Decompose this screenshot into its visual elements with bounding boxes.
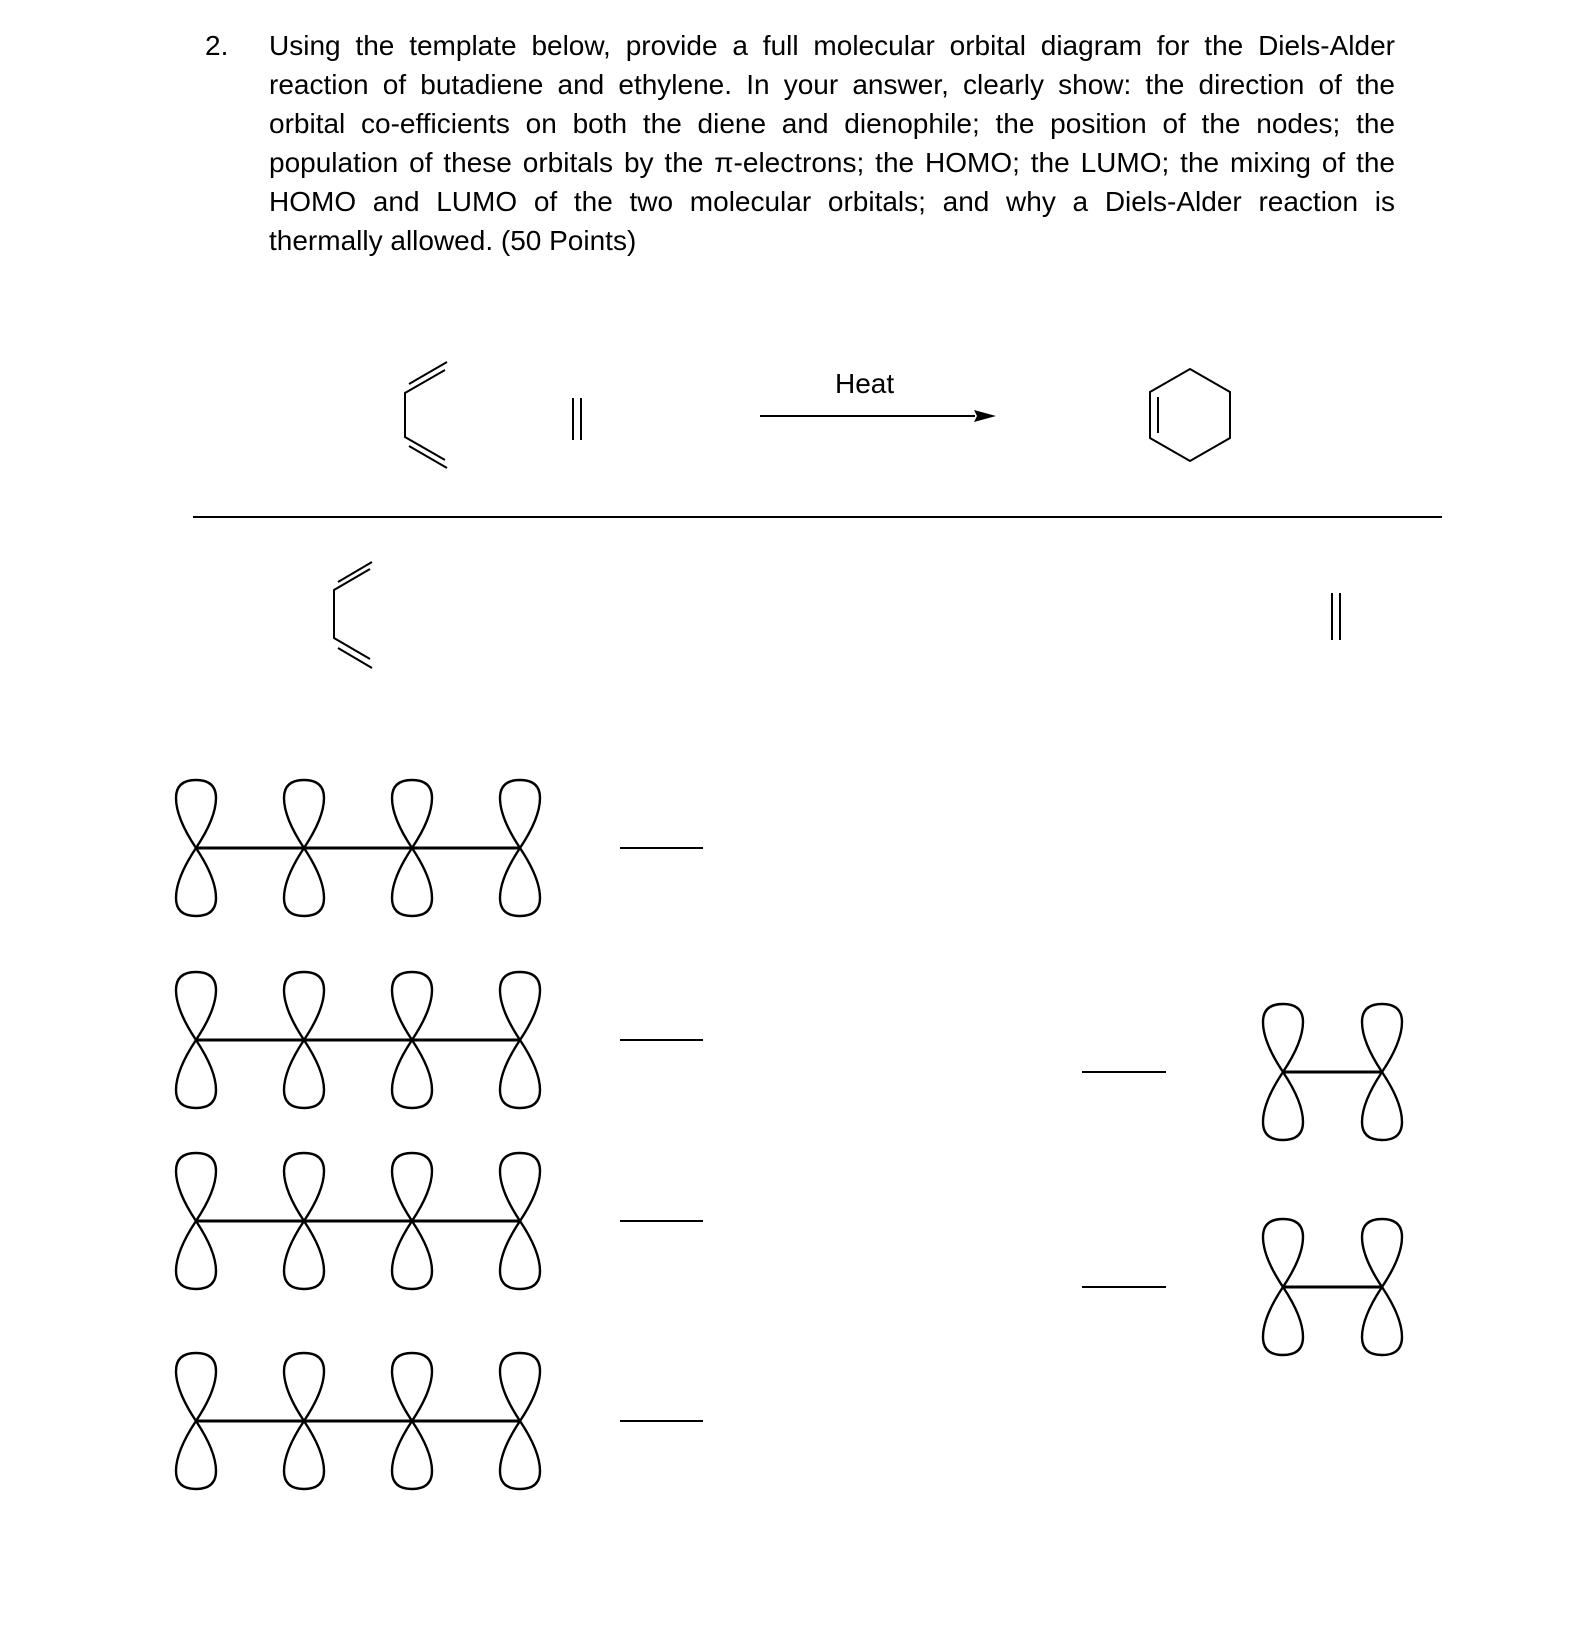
heat-condition-label: Heat (835, 368, 895, 399)
butadiene-structure-header (334, 562, 372, 668)
butadiene-mo-4 (176, 780, 540, 916)
cyclohexene-structure (1150, 369, 1230, 461)
butadiene-mo-1 (176, 1353, 540, 1489)
ethylene-structure-top (573, 398, 581, 440)
ethylene-mo-1 (1263, 1219, 1402, 1355)
reaction-arrow (760, 410, 996, 422)
question-text: Using the template below, provide a full molecular orbital diagram for the Diels-Alder reaction of butadiene and ethylene. In your answer, clearly show: the direction of the orbital co-efficients on both the diene and dienophile; the position of the nodes; the population of these orbitals by the π-electrons; the HOMO; the LUMO; the mixing of the HOMO and LUMO of the two molecular orbitals; and why a Diels-Alder reaction is thermally allowed. (50 Points) (269, 30, 1395, 256)
butadiene-mo-3 (176, 972, 540, 1108)
ethylene-structure-header (1332, 593, 1340, 640)
butadiene-structure-top (405, 362, 447, 468)
ethylene-mo-2 (1263, 1004, 1402, 1140)
question-number: 2. (205, 30, 229, 61)
butadiene-mo-2 (176, 1153, 540, 1289)
